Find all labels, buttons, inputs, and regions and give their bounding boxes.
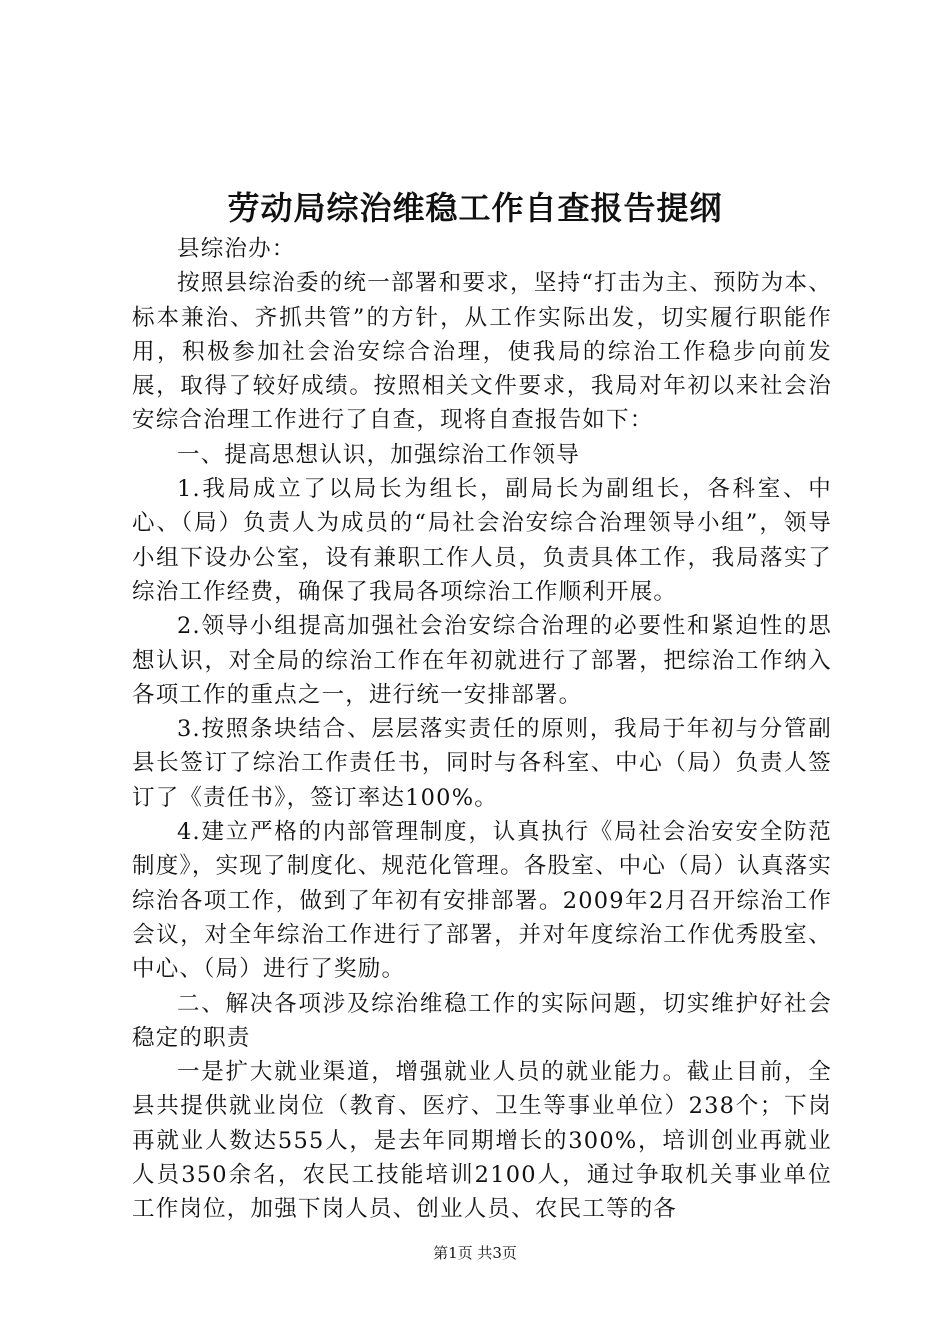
paragraph-intro: 按照县综治委的统一部署和要求，坚持“打击为主、预防为本、标本兼治、齐抓共管”的方针，从工作实际出发，切实履行职能作用，积极参加社会治安综合治理，使我局的综治工作稳步向前发展，取得了较好成绩。按照相关文件要求，我局对年初以来社会治安综合治理工作进行了自查，现将自查报告如下： — [132, 270, 832, 434]
document-title: 劳动局综治维稳工作自查报告提纲 — [227, 189, 723, 227]
paragraph-item-4: 4.建立严格的内部管理制度，认真执行《局社会治安安全防范制度》，实现了制度化、规范化管理。各股室、中心（局）认真落实综治各项工作，做到了年初有安排部署。2009年2月召开综治工作会议，对全年综治工作进行了部署，并对年度综治工作优秀股室、中心、（局）进行了奖励。 — [132, 819, 832, 983]
document-body — [132, 232, 832, 1227]
section-heading-2: 二、解决各项涉及综治维稳工作的实际问题，切实维护好社会稳定的职责 — [132, 990, 832, 1051]
paragraph-item-1: 1.我局成立了以局长为组长，副局长为副组长，各科室、中心、（局）负责人为成员的“局社会治安综合治理领导小组”，领导小组下设办公室，设有兼职工作人员，负责具体工作，我局落实了综治工作经费，确保了我局各项综治工作顺利开展。 — [132, 476, 832, 605]
section-heading-1: 一、提高思想认识，加强综治工作领导 — [177, 441, 580, 468]
salutation: 县综治办： — [177, 236, 296, 262]
paragraph-item-2: 2.领导小组提高加强社会治安综合治理的必要性和紧迫性的思想认识，对全局的综治工作在年初就进行了部署，把综治工作纳入各项工作的重点之一，进行统一安排部署。 — [132, 613, 832, 708]
paragraph-item-3: 3.按照条块结合、层层落实责任的原则，我局于年初与分管副县长签订了综治工作责任书，同时与各科室、中心（局）负责人签订了《责任书》，签订率达100%。 — [132, 716, 832, 811]
page-footer: 第1页 共3页 — [433, 1244, 517, 1262]
paragraph-employment: 一是扩大就业渠道，增强就业人员的就业能力。截止目前，全县共提供就业岗位（教育、医疗、卫生等事业单位）238个；下岗再就业人数达555人，是去年同期增长的300%，培训创业再就业人员350余名，农民工技能培训2100人，通过争取机关事业单位工作岗位，加强下岗人员、创业人员、农民工等的各 — [132, 1059, 832, 1223]
